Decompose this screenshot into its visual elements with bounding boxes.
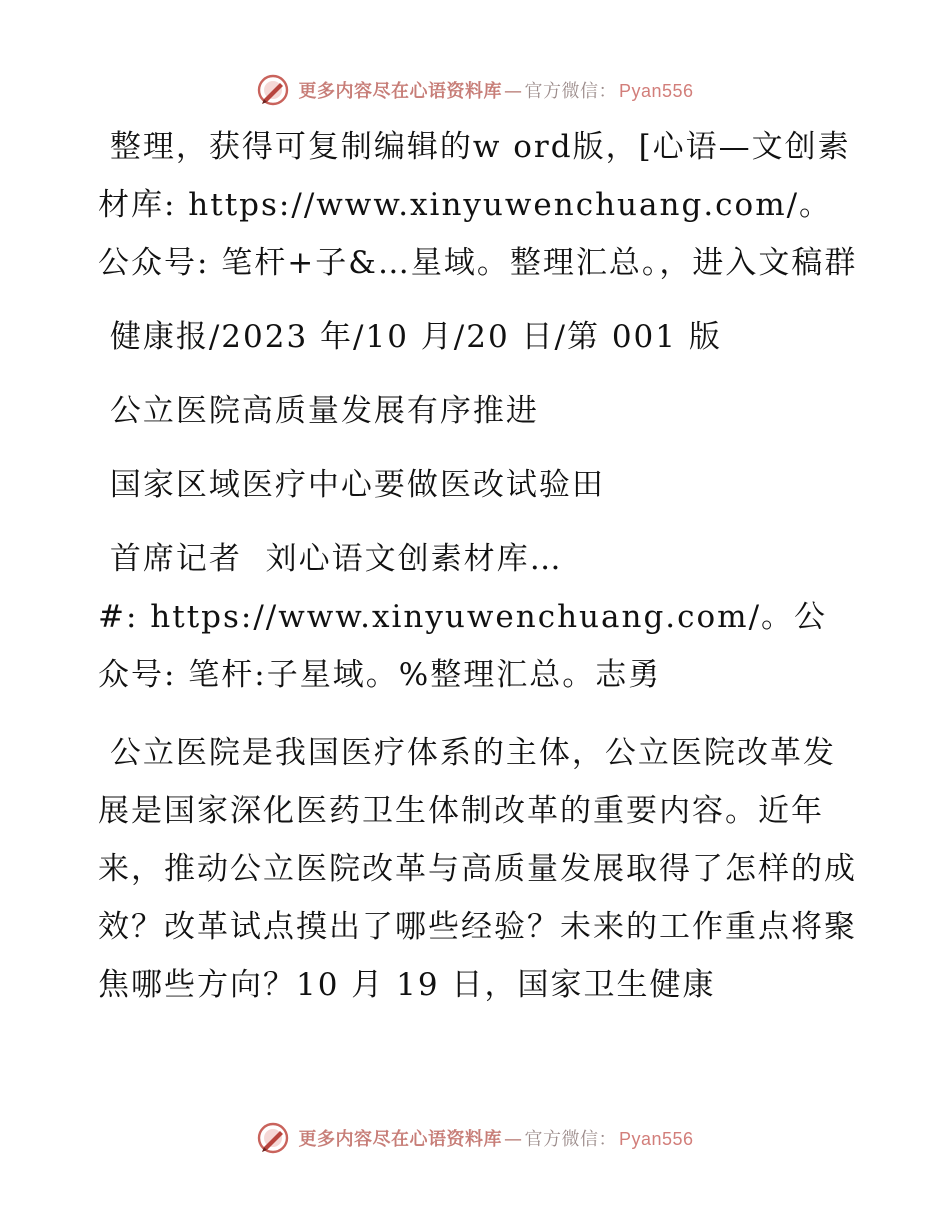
- banner-dash: —: [503, 81, 523, 102]
- document-body: [98, 118, 858, 1014]
- headline: 公立医院高质量发展有序推进: [98, 393, 539, 429]
- footer-banner: [0, 1116, 950, 1160]
- banner-wechat-id: Pyan556: [618, 81, 694, 101]
- banner-dash: —: [503, 1129, 523, 1150]
- intro-paragraph: 整理，获得可复制编辑的w ord版，[心语—文创素材库: https://www.xinyuwenchuang.com/。公众号: 笔杆+子&…星域。整理汇总。，进入文稿群: [98, 129, 858, 281]
- banner-official-label: 官方微信：: [524, 81, 617, 102]
- subheadline: 国家区域医疗中心要做医改试验田: [98, 467, 605, 503]
- banner-wechat-id: Pyan556: [618, 1129, 694, 1149]
- body-paragraph: 公立医院是我国医疗体系的主体，公立医院改革发展是国家深化医药卫生体制改革的重要内容。近年来，推动公立医院改革与高质量发展取得了怎样的成效？改革试点摸出了哪些经验？未来的工作重点将聚焦哪些方向？10 月 19 日，国家卫生健康: [98, 735, 857, 1003]
- source-line: 健康报/2023 年/10 月/20 日/第 001 版: [98, 319, 722, 355]
- byline: 首席记者 刘心语文创素材库… #: https://www.xinyuwenchuang.com/。公众号: 笔杆:子星域。%整理汇总。志勇: [98, 541, 828, 693]
- header-banner: [0, 68, 950, 112]
- pen-circle-logo-icon: [256, 73, 290, 107]
- pen-circle-logo-icon: [256, 1121, 290, 1155]
- banner-official-label: 官方微信：: [524, 1129, 617, 1150]
- banner-site-name: 更多内容尽在心语资料库: [298, 81, 502, 102]
- banner-site-name: 更多内容尽在心语资料库: [298, 1129, 502, 1150]
